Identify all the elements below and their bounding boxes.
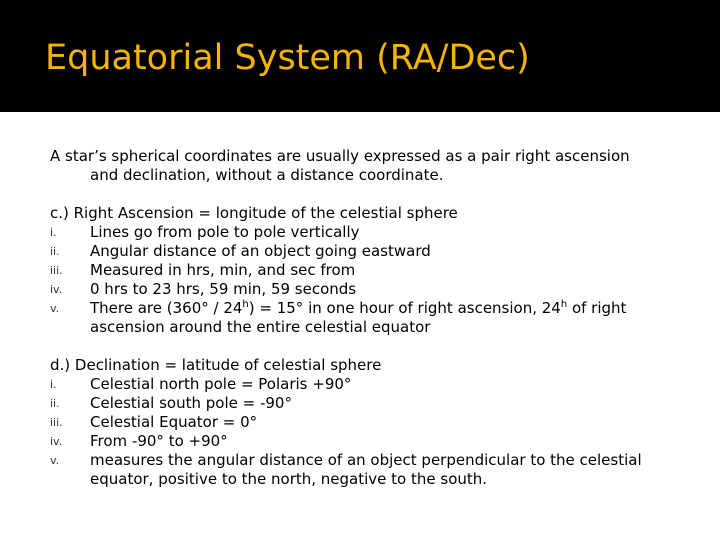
ra-list bbox=[50, 223, 690, 337]
list-item bbox=[50, 432, 690, 451]
list-item bbox=[50, 261, 690, 280]
list-item bbox=[50, 394, 690, 413]
list-number: v. bbox=[50, 454, 60, 467]
list-item bbox=[50, 242, 690, 261]
list-text: Celestial north pole = Polaris +90° bbox=[90, 375, 352, 393]
list-text: Angular distance of an object going eastward bbox=[90, 242, 431, 260]
list-number: i. bbox=[50, 226, 57, 239]
list-text-a: There are (360° / 24 bbox=[90, 299, 243, 317]
hours-superscript: h bbox=[560, 299, 568, 310]
list-text: Celestial south pole = -90° bbox=[90, 394, 292, 412]
list-number: iv. bbox=[50, 435, 63, 448]
hours-superscript: h bbox=[242, 299, 249, 310]
list-item bbox=[50, 223, 690, 242]
list-number: iii. bbox=[50, 264, 63, 277]
list-text-b: ) = 15° in one hour of right ascension, 24 bbox=[248, 299, 561, 317]
dec-heading: d.) Declination = latitude of celestial sphere bbox=[50, 356, 382, 374]
list-item bbox=[50, 451, 690, 489]
list-number: ii. bbox=[50, 245, 60, 258]
ra-heading: c.) Right Ascension = longitude of the celestial sphere bbox=[50, 204, 458, 222]
list-number: ii. bbox=[50, 397, 60, 410]
list-text-c: of right ascension around the entire celestial equator bbox=[90, 299, 627, 336]
list-text: Celestial Equator = 0° bbox=[90, 413, 258, 431]
intro-line-2: and declination, without a distance coordinate. bbox=[90, 166, 444, 184]
list-text: Measured in hrs, min, and sec from bbox=[90, 261, 356, 279]
list-number: iv. bbox=[50, 283, 63, 296]
list-item bbox=[50, 299, 690, 337]
title-bar bbox=[0, 0, 720, 112]
list-item bbox=[50, 413, 690, 432]
slide-body bbox=[50, 147, 690, 489]
list-text: From -90° to +90° bbox=[90, 432, 228, 450]
list-text: measures the angular distance of an object perpendicular to the celestial equator, positive to the north, negative to the south. bbox=[90, 451, 642, 488]
intro-paragraph bbox=[50, 147, 690, 185]
slide-title: Equatorial System (RA/Dec) bbox=[45, 38, 530, 78]
intro-line-1: A star’s spherical coordinates are usually expressed as a pair right ascension bbox=[50, 147, 630, 165]
list-text: 0 hrs to 23 hrs, 59 min, 59 seconds bbox=[90, 280, 357, 298]
list-text: Lines go from pole to pole vertically bbox=[90, 223, 360, 241]
list-item bbox=[50, 280, 690, 299]
list-number: iii. bbox=[50, 416, 63, 429]
dec-list bbox=[50, 375, 690, 489]
list-item bbox=[50, 375, 690, 394]
list-number: i. bbox=[50, 378, 57, 391]
list-number: v. bbox=[50, 302, 60, 315]
